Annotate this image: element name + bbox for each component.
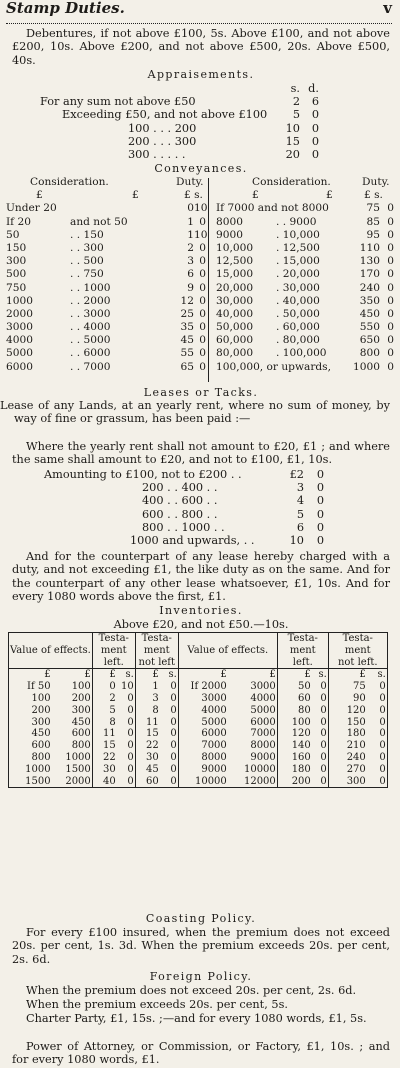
conveyance-cell: 0	[199, 294, 206, 307]
conveyance-cell: . . 1000	[70, 281, 111, 294]
inventories-table: Value of effects. Testa- Testa- Value of effects. Testa- Testa- ment ment ment ment left. not left left. not left. £ £ £ s. £ s. £ £ £ s. £ s. If 50 100 0 10 1 0 If 2000 3000 50 0 75 0 100 200 2 0 3 0 3000 4000 60 0 90 0 200 300 5 0 8 0 4000 5000 80 0 120 0 300 450 8 0 11 0 5000 6000 100 0 150 0 450 600 11 0 15 0 6000 7000 120 0 180 0 600 800 15 0 22 0 7000 8000 140 0 210 0 800 1000 22 0 30 0 8000 9000 160 0 240 0 1000 1500 30 0 45 0 9000 10000 180 0 270 0 1500 2000 40 0 60 0 10000 12000 200 0 300 0	[10, 633, 386, 787]
table-cell: 800	[9, 752, 52, 764]
conveyance-cell: . 15,000	[276, 255, 320, 268]
conveyance-cell: . . 500	[70, 255, 104, 268]
table-cell: 0	[160, 705, 179, 717]
conveyance-cell: 9	[187, 281, 194, 294]
conveyance-cell: Under 20	[6, 202, 57, 215]
table-cell: 0	[312, 693, 329, 705]
table-cell: 60	[146, 775, 159, 787]
conveyance-cell: 0	[199, 334, 206, 347]
conveyance-cell: If 20	[6, 215, 31, 228]
conveyance-cell: 550	[359, 321, 380, 334]
table-cell: 120	[346, 704, 366, 716]
conveyance-row	[0, 268, 400, 281]
table-cell: 1500	[52, 764, 93, 776]
table-cell: If 50	[9, 681, 52, 693]
leases-intro: Lease of any Lands, at an yearly rent, where no sum of money, by way of fine or grassum, has been paid :—	[0, 399, 390, 426]
table-cell: 12000	[228, 776, 278, 788]
table-cell: 450	[52, 717, 93, 729]
table-cell: 30	[146, 751, 159, 763]
table-cell: 800	[52, 740, 93, 752]
table-cell: 0	[160, 752, 179, 764]
conveyances-rows	[0, 202, 400, 373]
page-header	[6, 2, 392, 20]
conveyance-cell: . . 4000	[70, 321, 111, 334]
conveyance-cell: 170	[359, 268, 380, 281]
unit-cell: s.	[160, 669, 179, 681]
conveyance-cell: 1000	[353, 360, 380, 373]
conveyance-cell: 9000	[216, 228, 243, 241]
table-cell: 0	[367, 705, 388, 717]
conveyance-cell: 0	[387, 281, 394, 294]
appraisements-table	[12, 82, 390, 161]
conveyance-cell: 0	[187, 202, 194, 215]
table-cell: 0	[160, 717, 179, 729]
leases-rule: Where the yearly rent shall not amount to £20, £1 ; and where the same shall amount to £20, and not to £100, £1, 10s.	[12, 440, 390, 467]
table-cell: 0	[117, 752, 136, 764]
conveyance-cell: 4000	[6, 334, 33, 347]
table-cell: 15	[146, 728, 159, 740]
table-cell: 11	[103, 728, 116, 740]
table-cell: 15	[103, 740, 116, 752]
foreign-line-1: When the premium does not exceed 20s. per cent, 2s. 6d.	[26, 984, 357, 997]
running-title: Stamp Duties.	[6, 0, 125, 17]
conveyance-cell: 5000	[6, 347, 33, 360]
coasting-paragraph: For every £100 insured, when the premium does not exceed 20s. per cent, 1s. 3d. When the premium exceeds 20s. per cent, 2s. 6d.	[12, 926, 390, 966]
conveyance-cell: 15,000	[216, 268, 254, 281]
charter-party-paragraph: Charter Party, £1, 15s. ;—and for every 1080 words, £1, 5s.	[26, 1012, 367, 1025]
table-row	[9, 705, 388, 717]
conveyance-row	[0, 321, 400, 334]
table-cell: 10000	[228, 764, 278, 776]
conveyance-cell: 0	[199, 360, 206, 373]
header-rule	[6, 23, 392, 24]
table-cell: 22	[103, 751, 116, 763]
conveyance-cell: 6000	[6, 360, 33, 373]
table-cell: 80	[298, 704, 311, 716]
unit-cell: £	[304, 669, 311, 681]
table-cell: 210	[346, 740, 366, 752]
table-cell: 300	[346, 775, 366, 787]
table-cell: 160	[291, 751, 311, 763]
table-row	[9, 717, 388, 729]
conveyance-row	[0, 229, 400, 242]
table-cell: 100	[291, 716, 311, 728]
inventories-subheading: Above £20, and not £50.—10s.	[113, 618, 289, 631]
conveyance-cell: 6	[187, 268, 194, 281]
conveyance-row	[0, 242, 400, 255]
conveyance-row	[0, 282, 400, 295]
conveyance-cell: 0	[387, 294, 394, 307]
table-cell: 0	[160, 681, 179, 693]
conveyance-cell: 12	[180, 294, 194, 307]
table-cell: 0	[160, 776, 179, 788]
table-cell: 4000	[228, 693, 278, 705]
table-row	[9, 764, 388, 776]
table-cell: 1000	[9, 764, 52, 776]
lease-row: 400 . . 600 . . 4 0	[142, 494, 324, 508]
conveyance-cell: . . 3000	[70, 307, 111, 320]
table-cell: 8	[109, 716, 116, 728]
conveyance-cell: 130	[359, 255, 380, 268]
conveyance-cell: 1	[187, 215, 194, 228]
table-cell: 30	[103, 763, 116, 775]
conveyance-cell: 0	[199, 241, 206, 254]
table-cell: 0	[312, 764, 329, 776]
conveyance-cell: 0	[199, 347, 206, 360]
conveyance-cell: . 100,000	[276, 347, 327, 360]
coasting-heading: Coasting Policy.	[145, 912, 257, 925]
table-row	[9, 693, 388, 705]
table-cell: 0	[117, 693, 136, 705]
conveyance-cell: 55	[180, 347, 194, 360]
lease-row: Amounting to £100, not to £200 . . £2 0	[44, 468, 324, 481]
table-cell: 120	[291, 728, 311, 740]
appraisement-row: 200 . . . 300 15 0	[128, 134, 319, 148]
table-cell: 3000	[228, 681, 278, 693]
conveyance-cell: 0	[387, 334, 394, 347]
conveyance-cell: 0	[387, 215, 394, 228]
conveyance-cell: 100,000, or upwards,	[216, 360, 331, 373]
unit-cell: £	[359, 669, 366, 681]
table-row	[9, 740, 388, 752]
conveyance-cell: 3	[187, 255, 194, 268]
table-cell: 0	[367, 764, 388, 776]
conveyance-cell: 60,000	[216, 334, 254, 347]
conveyance-cell: . 10,000	[276, 228, 320, 241]
table-cell: 180	[346, 728, 366, 740]
table-cell: 0	[117, 705, 136, 717]
conveyance-cell: . . 150	[70, 228, 104, 241]
conveyance-cell: 95	[366, 228, 380, 241]
table-row	[9, 776, 388, 788]
table-cell: 150	[346, 716, 366, 728]
table-cell: 0	[109, 681, 116, 693]
conveyance-cell: . 60,000	[276, 321, 320, 334]
table-cell: 7000	[228, 728, 278, 740]
table-cell: 200	[291, 775, 311, 787]
conveyance-cell: 0	[387, 268, 394, 281]
conveyance-cell: 10,000	[216, 241, 254, 254]
table-cell: 0	[312, 728, 329, 740]
conveyance-row	[0, 255, 400, 268]
conveyance-cell: . . 5000	[70, 334, 111, 347]
conveyance-row	[0, 202, 400, 215]
table-cell: 10	[117, 681, 136, 693]
unit-cell: s.	[367, 669, 388, 681]
conveyance-cell: 45	[180, 334, 194, 347]
inventories-heading: Inventories.	[159, 604, 243, 617]
foreign-line-2: When the premium exceeds 20s. per cent, 5s.	[26, 998, 288, 1011]
conveyances-heading: Conveyances.	[154, 162, 248, 175]
conveyance-cell: 0	[199, 307, 206, 320]
conveyance-cell: 650	[359, 334, 380, 347]
table-cell: 60	[298, 692, 311, 704]
appraisements-units	[12, 82, 390, 95]
table-cell: 75	[353, 681, 366, 693]
table-cell: 11	[146, 716, 159, 728]
table-cell: 0	[117, 717, 136, 729]
table-cell: 90	[353, 692, 366, 704]
page-number: v	[383, 0, 392, 17]
table-cell: 0	[117, 764, 136, 776]
conveyance-cell: 50	[6, 228, 20, 241]
table-cell: 180	[291, 763, 311, 775]
appraisement-row: 100 . . . 200 10 0	[128, 121, 319, 135]
conveyances-table: Consideration. Duty. Consideration. Duty. £ £ £ s. £ £ £ s. Under 20 0 10 If 7000 and not 8000 75 0 If 20 and not 50 1 0 8000 . . 9000 85 0 50 . . 150 1 10 9000 . 10,000 95 0 150 . . 300 2 0 10,000 . 12,500 110 0 300 . . 500 3 0 12,500 . 15,000 130 0 500 . . 750 6 0 15,000 . 20,000 170 0 750 . . 1000 9 0 20,000 . 30,000 240 0 1000 . . 2000 12 0 30,000 . 40,000 350 0 2000 . . 3000 25 0 40,000 . 50,000 450 0 3000 . . 4000 35 0 50,000 . 60,000 550 0 4000 . . 5000 45 0 60,000 . 80,000 650 0 5000 . . 6000 55 0 80,000 . 100,000 800 0 6000 . . 7000 65 0 100,000, or upwards, 1000 0	[0, 176, 400, 384]
conveyance-cell: If 7000 and not 8000	[216, 202, 329, 215]
table-cell: 5000	[201, 716, 227, 728]
table-cell: 0	[367, 752, 388, 764]
appraisement-row: For any sum not above £50 2 6	[40, 95, 319, 109]
table-cell: 0	[367, 681, 388, 693]
conveyance-cell: 50,000	[216, 321, 254, 334]
conveyance-cell: 2000	[6, 307, 33, 320]
conveyance-cell: . . 6000	[70, 347, 111, 360]
table-cell: 240	[346, 751, 366, 763]
conveyance-cell: 0	[199, 255, 206, 268]
unit-cell: £	[228, 669, 278, 681]
conveyance-cell: . . 300	[70, 241, 104, 254]
table-cell: 6000	[201, 728, 227, 740]
conveyance-cell: 80,000	[216, 347, 254, 360]
lease-row: 200 . . 400 . . 3 0	[142, 481, 324, 495]
table-cell: 0	[312, 776, 329, 788]
conveyance-cell: 0	[387, 321, 394, 334]
table-cell: 0	[160, 728, 179, 740]
table-cell: 9000	[201, 763, 227, 775]
conveyance-cell: . 20,000	[276, 268, 320, 281]
table-cell: 3	[152, 692, 159, 704]
conveyance-cell: . . 9000	[276, 215, 317, 228]
conveyance-cell: . 40,000	[276, 294, 320, 307]
conveyance-cell: 0	[387, 202, 394, 215]
conveyance-cell: 40,000	[216, 307, 254, 320]
conveyance-cell: 0	[199, 268, 206, 281]
table-cell: 200	[9, 705, 52, 717]
table-cell: 0	[117, 740, 136, 752]
table-cell: 100	[52, 681, 93, 693]
conveyance-cell: . . 750	[70, 268, 104, 281]
conveyance-cell: 0	[199, 281, 206, 294]
table-cell: 300	[52, 705, 93, 717]
table-cell: 10000	[194, 775, 227, 787]
table-cell: 8000	[228, 740, 278, 752]
unit-cell: £	[9, 669, 52, 681]
conveyance-cell: 75	[366, 202, 380, 215]
table-cell: 1000	[52, 752, 93, 764]
table-cell: 4000	[201, 704, 227, 716]
unit-cell: s.	[312, 669, 329, 681]
inventories-table-wrap	[8, 632, 388, 788]
debentures-paragraph: Debentures, if not above £100, 5s. Above £100, and not above £200, 10s. Above £200, and not above £500, 20s. Above £500, 40s.	[12, 27, 390, 67]
conveyance-cell: 10	[194, 202, 208, 215]
unit-cell: £	[109, 669, 116, 681]
table-cell: 0	[312, 740, 329, 752]
conveyance-cell: 0	[387, 228, 394, 241]
table-cell: 600	[9, 740, 52, 752]
appraisement-row: Exceeding £50, and not above £100 5 0	[62, 108, 319, 122]
table-row	[9, 681, 388, 693]
table-cell: 0	[367, 717, 388, 729]
conveyance-cell: 85	[366, 215, 380, 228]
table-cell: 0	[367, 776, 388, 788]
leases-amount-table	[12, 468, 390, 550]
table-cell: 0	[367, 728, 388, 740]
table-cell: 2	[109, 692, 116, 704]
unit-cell: £	[220, 669, 227, 681]
table-cell: 1500	[9, 776, 52, 788]
table-row	[9, 752, 388, 764]
conveyance-cell: 110	[359, 241, 380, 254]
conveyance-cell: 8000	[216, 215, 243, 228]
lease-row: 600 . . 800 . . 5 0	[142, 507, 324, 521]
table-cell: 1	[152, 681, 159, 693]
unit-cell: s.	[117, 669, 136, 681]
conveyance-cell: 500	[6, 268, 27, 281]
conveyance-cell: 0	[387, 360, 394, 373]
conveyance-cell: . 12,500	[276, 241, 320, 254]
table-cell: 0	[160, 764, 179, 776]
conveyance-row	[0, 216, 400, 229]
table-cell: 5000	[228, 705, 278, 717]
table-cell: 5	[109, 704, 116, 716]
conveyance-cell: 150	[6, 241, 27, 254]
table-cell: 6000	[228, 717, 278, 729]
table-cell: 50	[298, 681, 311, 693]
table-cell: 450	[9, 728, 52, 740]
table-cell: 0	[160, 693, 179, 705]
conveyance-cell: 1	[187, 228, 194, 241]
conveyance-cell: 0	[387, 307, 394, 320]
conveyance-cell: 65	[180, 360, 194, 373]
table-cell: If 2000	[190, 681, 227, 693]
conveyance-cell: . 30,000	[276, 281, 320, 294]
conveyance-row	[0, 361, 400, 374]
conveyance-row	[0, 347, 400, 360]
counterpart-paragraph: And for the counterpart of any lease hereby charged with a duty, and not exceeding £1, the like duty as on the same. And for the counterpart of any other lease whatsoever, £1, 10s. And for every 1080 words above the first, £1.	[12, 550, 390, 604]
conveyance-cell: 800	[359, 347, 380, 360]
appraisement-row: 300 . . . . . 20 0	[128, 147, 319, 161]
table-cell: 9000	[228, 752, 278, 764]
conveyance-cell: 30,000	[216, 294, 254, 307]
conveyance-cell: 20,000	[216, 281, 254, 294]
leases-heading: Leases or Tacks.	[143, 386, 259, 399]
conveyance-cell: 35	[180, 321, 194, 334]
table-cell: 0	[367, 740, 388, 752]
table-cell: 2000	[52, 776, 93, 788]
power-of-attorney-paragraph: Power of Attorney, or Commission, or Factory, £1, 10s. ; and for every 1080 words, £1.	[12, 1040, 390, 1067]
inventories-units-row	[9, 669, 388, 681]
table-cell: 0	[117, 776, 136, 788]
conveyance-cell: 3000	[6, 321, 33, 334]
conveyance-row	[0, 295, 400, 308]
conveyance-cell: 10	[194, 228, 208, 241]
conveyance-cell: 1000	[6, 294, 33, 307]
table-cell: 300	[9, 717, 52, 729]
lease-row: 800 . . 1000 . . 6 0	[142, 520, 324, 534]
conveyance-cell: 240	[359, 281, 380, 294]
table-cell: 0	[312, 681, 329, 693]
table-cell: 100	[9, 693, 52, 705]
conveyance-cell: 300	[6, 255, 27, 268]
conveyance-cell: . 80,000	[276, 334, 320, 347]
table-cell: 45	[146, 763, 159, 775]
table-cell: 40	[103, 775, 116, 787]
conveyance-row	[0, 334, 400, 347]
unit-cell: £	[52, 669, 93, 681]
conveyance-cell: 0	[199, 321, 206, 334]
table-cell: 600	[52, 728, 93, 740]
conveyance-cell: 0	[199, 215, 206, 228]
table-cell: 0	[312, 717, 329, 729]
table-cell: 0	[160, 740, 179, 752]
conveyance-cell: 2	[187, 241, 194, 254]
conveyance-cell: and not 50	[70, 215, 128, 228]
conveyance-cell: 750	[6, 281, 27, 294]
conveyance-cell: 25	[180, 307, 194, 320]
conveyance-cell: . . 7000	[70, 360, 111, 373]
foreign-heading: Foreign Policy.	[149, 970, 253, 983]
conveyance-cell: . 50,000	[276, 307, 320, 320]
conveyance-cell: 0	[387, 255, 394, 268]
conveyance-cell: 350	[359, 294, 380, 307]
conveyance-cell: . . 2000	[70, 294, 111, 307]
table-cell: 200	[52, 693, 93, 705]
conveyance-row	[0, 308, 400, 321]
table-cell: 270	[346, 763, 366, 775]
conveyance-cell: 12,500	[216, 255, 254, 268]
table-cell: 3000	[201, 692, 227, 704]
unit-s: s.	[290, 82, 300, 95]
table-cell: 8	[152, 704, 159, 716]
table-cell: 0	[117, 728, 136, 740]
table-cell: 140	[291, 740, 311, 752]
lease-row: 1000 and upwards, . . 10 0	[130, 533, 324, 547]
unit-cell: £	[152, 669, 159, 681]
conveyance-cell: 0	[387, 241, 394, 254]
table-cell: 7000	[201, 740, 227, 752]
table-cell: 22	[146, 740, 159, 752]
table-cell: 0	[367, 693, 388, 705]
table-row	[9, 728, 388, 740]
table-cell: 8000	[201, 751, 227, 763]
conveyance-cell: 0	[387, 347, 394, 360]
table-cell: 0	[312, 705, 329, 717]
conveyance-cell: 450	[359, 307, 380, 320]
table-cell: 0	[312, 752, 329, 764]
unit-d: d.	[308, 82, 319, 95]
appraisements-heading: Appraisements.	[147, 68, 255, 81]
